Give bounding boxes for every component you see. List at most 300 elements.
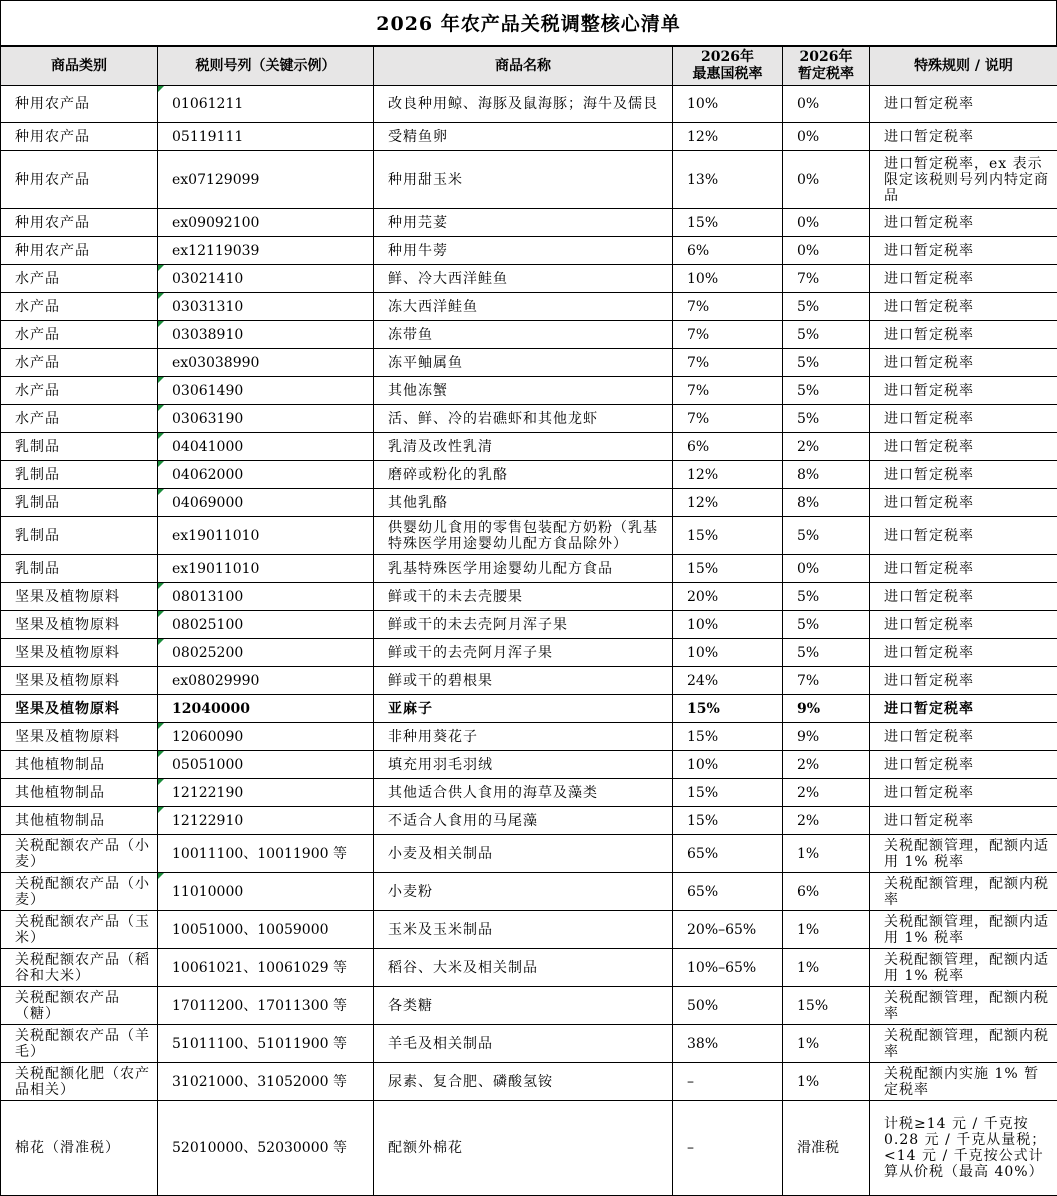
cell-category[interactable]	[1, 835, 158, 873]
cell-category-text: 种用农产品	[15, 128, 90, 145]
cell-rule[interactable]	[870, 377, 1057, 405]
cell-code[interactable]	[158, 987, 374, 1025]
cell-rule[interactable]	[870, 611, 1057, 639]
cell-rule-text: 关税配额管理，配额内适用 1% 税率	[884, 951, 1049, 984]
table-row[interactable]	[1, 873, 1057, 911]
table-row[interactable]	[1, 517, 1057, 555]
cell-name-text: 稻谷、大米及相关制品	[388, 959, 538, 976]
cell-category[interactable]	[1, 807, 158, 835]
table-row[interactable]	[1, 639, 1057, 667]
cell-rule[interactable]	[870, 461, 1057, 489]
cell-name[interactable]	[374, 405, 673, 433]
cell-provisional-rate[interactable]	[783, 151, 870, 209]
cell-rule[interactable]	[870, 405, 1057, 433]
cell-mfn-rate[interactable]	[673, 873, 783, 911]
cell-provisional-rate[interactable]	[783, 987, 870, 1025]
cell-rule[interactable]	[870, 723, 1057, 751]
cell-provisional-rate[interactable]	[783, 405, 870, 433]
cell-code[interactable]	[158, 517, 374, 555]
cell-rule[interactable]	[870, 751, 1057, 779]
cell-code-text: ex12119039	[172, 242, 260, 259]
cell-category-text: 关税配额化肥（农产品相关）	[15, 1065, 150, 1098]
cell-name-text: 种用芫荽	[388, 214, 448, 231]
cell-rule[interactable]	[870, 209, 1057, 237]
table-row[interactable]	[1, 807, 1057, 835]
cell-rule-text: 进口暂定税率	[884, 616, 974, 633]
cell-category[interactable]	[1, 489, 158, 517]
header-code: 税则号列（关键示例）	[158, 47, 374, 86]
cell-category[interactable]	[1, 583, 158, 611]
table-row[interactable]	[1, 209, 1057, 237]
cell-provisional-rate[interactable]	[783, 1025, 870, 1063]
cell-mfn-rate[interactable]	[673, 151, 783, 209]
cell-name[interactable]	[374, 349, 673, 377]
cell-category-text: 关税配额农产品（羊毛）	[15, 1027, 150, 1060]
cell-provisional-rate[interactable]	[783, 461, 870, 489]
cell-code[interactable]	[158, 377, 374, 405]
cell-code[interactable]	[158, 86, 374, 123]
cell-name[interactable]	[374, 751, 673, 779]
cell-code[interactable]	[158, 583, 374, 611]
table-row[interactable]	[1, 237, 1057, 265]
cell-name-text: 种用甜玉米	[388, 171, 463, 188]
cell-provisional-rate[interactable]	[783, 123, 870, 151]
cell-mfn-rate[interactable]	[673, 779, 783, 807]
cell-category[interactable]	[1, 265, 158, 293]
cell-code[interactable]	[158, 349, 374, 377]
cell-name[interactable]	[374, 987, 673, 1025]
cell-rule-text: 计税≥14 元 / 千克按 0.28 元 / 千克从量税；<14 元 / 千克按公式计算从价税（最高 40%）	[884, 1116, 1047, 1180]
cell-provisional-rate[interactable]	[783, 1063, 870, 1101]
table-row[interactable]	[1, 555, 1057, 583]
cell-name[interactable]	[374, 461, 673, 489]
cell-category[interactable]	[1, 987, 158, 1025]
cell-provisional-rate[interactable]	[783, 723, 870, 751]
cell-mfn-rate[interactable]	[673, 667, 783, 695]
table-row[interactable]	[1, 779, 1057, 807]
cell-code[interactable]	[158, 723, 374, 751]
cell-name[interactable]	[374, 1063, 673, 1101]
cell-name[interactable]	[374, 779, 673, 807]
cell-code[interactable]	[158, 433, 374, 461]
cell-name[interactable]	[374, 1025, 673, 1063]
cell-name[interactable]	[374, 293, 673, 321]
cell-mfn-rate[interactable]	[673, 807, 783, 835]
cell-name-text: 鲜、冷大西洋鲑鱼	[388, 270, 508, 287]
cell-code[interactable]	[158, 667, 374, 695]
cell-code[interactable]	[158, 237, 374, 265]
cell-category[interactable]	[1, 349, 158, 377]
cell-category[interactable]	[1, 151, 158, 209]
cell-rule[interactable]	[870, 949, 1057, 987]
cell-category[interactable]	[1, 751, 158, 779]
cell-category[interactable]	[1, 1025, 158, 1063]
cell-category[interactable]	[1, 517, 158, 555]
cell-category[interactable]	[1, 123, 158, 151]
cell-mfn-rate[interactable]	[673, 461, 783, 489]
table-row[interactable]	[1, 695, 1057, 723]
cell-name[interactable]	[374, 433, 673, 461]
cell-name[interactable]	[374, 911, 673, 949]
cell-provisional-rate[interactable]	[783, 489, 870, 517]
cell-provisional-rate-text: 2%	[797, 784, 820, 801]
cell-provisional-rate-text: 0%	[797, 96, 820, 112]
cell-mfn-rate[interactable]	[673, 237, 783, 265]
table-row[interactable]	[1, 723, 1057, 751]
cell-mfn-rate[interactable]	[673, 723, 783, 751]
cell-name[interactable]	[374, 151, 673, 209]
cell-name-text: 亚麻子	[388, 700, 433, 717]
table-row[interactable]	[1, 405, 1057, 433]
cell-rule[interactable]	[870, 807, 1057, 835]
cell-name[interactable]	[374, 265, 673, 293]
table-row[interactable]	[1, 583, 1057, 611]
cell-mfn-rate[interactable]	[673, 835, 783, 873]
cell-rule[interactable]	[870, 987, 1057, 1025]
cell-mfn-rate[interactable]	[673, 1025, 783, 1063]
cell-rule-text: 进口暂定税率	[884, 128, 974, 145]
cell-category[interactable]	[1, 1101, 158, 1196]
cell-mfn-rate[interactable]	[673, 639, 783, 667]
cell-provisional-rate[interactable]	[783, 1101, 870, 1196]
cell-rule-text: 进口暂定税率	[884, 298, 974, 315]
table-row[interactable]	[1, 911, 1057, 949]
cell-category[interactable]	[1, 86, 158, 123]
cell-code[interactable]	[158, 1101, 374, 1196]
cell-provisional-rate[interactable]	[783, 265, 870, 293]
cell-category[interactable]	[1, 209, 158, 237]
cell-category-text: 关税配额农产品（玉米）	[15, 913, 150, 946]
cell-provisional-rate[interactable]	[783, 321, 870, 349]
cell-rule[interactable]	[870, 695, 1057, 723]
cell-provisional-rate-text: 8%	[797, 494, 820, 511]
cell-category[interactable]	[1, 293, 158, 321]
cell-provisional-rate[interactable]	[783, 86, 870, 123]
cell-rule-text: 进口暂定税率	[884, 438, 974, 455]
cell-name[interactable]	[374, 209, 673, 237]
cell-rule[interactable]	[870, 123, 1057, 151]
cell-provisional-rate[interactable]	[783, 209, 870, 237]
table-row[interactable]	[1, 377, 1057, 405]
table-row[interactable]	[1, 293, 1057, 321]
cell-code[interactable]	[158, 489, 374, 517]
cell-category-text: 关税配额农产品（稻谷和大米）	[15, 951, 150, 984]
table-row[interactable]	[1, 987, 1057, 1025]
cell-rule-text: 进口暂定税率，ex 表示限定该税则号列内特定商品	[884, 155, 1049, 204]
cell-provisional-rate[interactable]	[783, 807, 870, 835]
cell-name-text: 小麦粉	[388, 883, 433, 900]
cell-rule[interactable]	[870, 873, 1057, 911]
cell-code-text: 12122910	[172, 812, 244, 829]
cell-code[interactable]	[158, 123, 374, 151]
cell-name[interactable]	[374, 873, 673, 911]
cell-category-text: 种用农产品	[15, 214, 90, 231]
cell-category[interactable]	[1, 321, 158, 349]
table-row[interactable]	[1, 349, 1057, 377]
cell-comment-marker-icon	[158, 873, 164, 879]
cell-mfn-rate[interactable]	[673, 611, 783, 639]
cell-provisional-rate-text: 2%	[797, 438, 820, 455]
cell-category[interactable]	[1, 667, 158, 695]
cell-mfn-rate[interactable]	[673, 911, 783, 949]
cell-code-text: ex19011010	[172, 527, 260, 544]
table-row[interactable]	[1, 151, 1057, 209]
cell-mfn-rate[interactable]	[673, 293, 783, 321]
cell-rule[interactable]	[870, 151, 1057, 209]
cell-mfn-rate[interactable]	[673, 321, 783, 349]
cell-category[interactable]	[1, 461, 158, 489]
cell-name[interactable]	[374, 611, 673, 639]
table-row[interactable]	[1, 751, 1057, 779]
cell-mfn-rate[interactable]	[673, 695, 783, 723]
cell-code[interactable]	[158, 949, 374, 987]
cell-code[interactable]	[158, 321, 374, 349]
cell-category-text: 乳制品	[15, 438, 60, 455]
cell-mfn-rate[interactable]	[673, 949, 783, 987]
cell-provisional-rate[interactable]	[783, 911, 870, 949]
cell-provisional-rate-text: 9%	[797, 700, 821, 717]
cell-category-text: 关税配额农产品（小麦）	[15, 875, 150, 908]
cell-mfn-rate-text: 7%	[687, 410, 710, 427]
cell-rule[interactable]	[870, 639, 1057, 667]
cell-code[interactable]	[158, 751, 374, 779]
cell-name[interactable]	[374, 237, 673, 265]
cell-rule[interactable]	[870, 293, 1057, 321]
cell-code[interactable]	[158, 1063, 374, 1101]
cell-mfn-rate[interactable]	[673, 987, 783, 1025]
cell-rule[interactable]	[870, 555, 1057, 583]
cell-code[interactable]	[158, 807, 374, 835]
cell-mfn-rate-text: 7%	[687, 298, 710, 315]
cell-rule-text: 进口暂定税率	[884, 96, 974, 112]
cell-name[interactable]	[374, 377, 673, 405]
cell-name[interactable]	[374, 489, 673, 517]
cell-category-text: 种用农产品	[15, 171, 90, 188]
table-row[interactable]	[1, 123, 1057, 151]
table-row[interactable]	[1, 949, 1057, 987]
table-row[interactable]	[1, 321, 1057, 349]
cell-mfn-rate[interactable]	[673, 265, 783, 293]
cell-mfn-rate[interactable]	[673, 1101, 783, 1196]
cell-mfn-rate[interactable]	[673, 433, 783, 461]
cell-name[interactable]	[374, 667, 673, 695]
cell-mfn-rate[interactable]	[673, 405, 783, 433]
cell-rule[interactable]	[870, 517, 1057, 555]
cell-rule[interactable]	[870, 1063, 1057, 1101]
cell-rule[interactable]	[870, 779, 1057, 807]
cell-code[interactable]	[158, 873, 374, 911]
cell-rule[interactable]	[870, 835, 1057, 873]
cell-provisional-rate[interactable]	[783, 517, 870, 555]
cell-comment-marker-icon	[158, 321, 164, 327]
cell-category[interactable]	[1, 779, 158, 807]
cell-code[interactable]	[158, 461, 374, 489]
cell-name[interactable]	[374, 1101, 673, 1196]
cell-provisional-rate[interactable]	[783, 949, 870, 987]
cell-code[interactable]	[158, 639, 374, 667]
cell-mfn-rate-text: 15%	[687, 214, 719, 231]
cell-provisional-rate[interactable]	[783, 835, 870, 873]
cell-rule[interactable]	[870, 86, 1057, 123]
cell-mfn-rate[interactable]	[673, 751, 783, 779]
cell-provisional-rate-text: 1%	[797, 1073, 820, 1090]
cell-code[interactable]	[158, 611, 374, 639]
cell-provisional-rate[interactable]	[783, 667, 870, 695]
cell-rule-text: 进口暂定税率	[884, 494, 974, 511]
cell-category[interactable]	[1, 237, 158, 265]
table-row[interactable]	[1, 433, 1057, 461]
cell-code-text: 03038910	[172, 326, 244, 343]
cell-mfn-rate[interactable]	[673, 555, 783, 583]
cell-category[interactable]	[1, 611, 158, 639]
cell-provisional-rate[interactable]	[783, 555, 870, 583]
table-row[interactable]	[1, 86, 1057, 123]
cell-code[interactable]	[158, 555, 374, 583]
cell-name-text: 其他冻蟹	[388, 382, 448, 399]
cell-category[interactable]	[1, 639, 158, 667]
cell-code[interactable]	[158, 265, 374, 293]
cell-category[interactable]	[1, 377, 158, 405]
cell-provisional-rate[interactable]	[783, 377, 870, 405]
cell-code[interactable]	[158, 405, 374, 433]
cell-mfn-rate[interactable]	[673, 517, 783, 555]
cell-name[interactable]	[374, 517, 673, 555]
cell-provisional-rate-text: 2%	[797, 812, 820, 829]
cell-name[interactable]	[374, 807, 673, 835]
table-row[interactable]	[1, 489, 1057, 517]
cell-category-text: 关税配额农产品（糖）	[15, 989, 120, 1022]
cell-rule[interactable]	[870, 433, 1057, 461]
cell-category[interactable]	[1, 949, 158, 987]
cell-mfn-rate-text: 6%	[687, 438, 710, 455]
cell-rule[interactable]	[870, 265, 1057, 293]
cell-code[interactable]	[158, 209, 374, 237]
cell-code[interactable]	[158, 835, 374, 873]
cell-provisional-rate[interactable]	[783, 779, 870, 807]
cell-mfn-rate[interactable]	[673, 209, 783, 237]
cell-mfn-rate[interactable]	[673, 349, 783, 377]
cell-provisional-rate-text: 5%	[797, 527, 820, 544]
cell-mfn-rate[interactable]	[673, 583, 783, 611]
cell-rule[interactable]	[870, 349, 1057, 377]
cell-code[interactable]	[158, 293, 374, 321]
cell-category-text: 坚果及植物原料	[15, 700, 120, 717]
cell-code-text: 01061211	[172, 96, 244, 112]
cell-code[interactable]	[158, 151, 374, 209]
cell-mfn-rate[interactable]	[673, 377, 783, 405]
cell-provisional-rate[interactable]	[783, 583, 870, 611]
cell-mfn-rate[interactable]	[673, 489, 783, 517]
cell-category[interactable]	[1, 405, 158, 433]
cell-rule-text: 关税配额管理，配额内适用 1% 税率	[884, 837, 1049, 870]
cell-name[interactable]	[374, 723, 673, 751]
cell-name-text: 鲜或干的去壳阿月浑子果	[388, 644, 553, 661]
table-row[interactable]	[1, 265, 1057, 293]
cell-name[interactable]	[374, 86, 673, 123]
cell-mfn-rate-text: 10%–65%	[687, 959, 757, 976]
cell-provisional-rate[interactable]	[783, 433, 870, 461]
cell-category[interactable]	[1, 555, 158, 583]
cell-name[interactable]	[374, 639, 673, 667]
cell-code[interactable]	[158, 1025, 374, 1063]
cell-provisional-rate[interactable]	[783, 293, 870, 321]
cell-provisional-rate[interactable]	[783, 873, 870, 911]
cell-rule[interactable]	[870, 321, 1057, 349]
cell-provisional-rate[interactable]	[783, 237, 870, 265]
cell-provisional-rate[interactable]	[783, 695, 870, 723]
cell-code-text: 12060090	[172, 728, 244, 745]
cell-provisional-rate[interactable]	[783, 349, 870, 377]
cell-rule-text: 进口暂定税率	[884, 382, 974, 399]
cell-category-text: 其他植物制品	[15, 812, 105, 829]
cell-rule[interactable]	[870, 911, 1057, 949]
cell-code-text: 04041000	[172, 438, 244, 455]
cell-code[interactable]	[158, 695, 374, 723]
cell-code[interactable]	[158, 911, 374, 949]
cell-provisional-rate[interactable]	[783, 611, 870, 639]
cell-category[interactable]	[1, 873, 158, 911]
cell-name[interactable]	[374, 555, 673, 583]
table-row[interactable]	[1, 667, 1057, 695]
cell-rule[interactable]	[870, 1101, 1057, 1196]
cell-code-text: ex09092100	[172, 214, 260, 231]
table-row[interactable]	[1, 461, 1057, 489]
cell-rule-text: 关税配额管理，配额内税率	[884, 1027, 1049, 1060]
cell-comment-marker-icon	[158, 265, 164, 271]
cell-mfn-rate[interactable]	[673, 1063, 783, 1101]
cell-code[interactable]	[158, 779, 374, 807]
cell-name[interactable]	[374, 321, 673, 349]
table-row[interactable]	[1, 611, 1057, 639]
table-row[interactable]	[1, 1063, 1057, 1101]
cell-rule[interactable]	[870, 667, 1057, 695]
cell-provisional-rate-text: 5%	[797, 644, 820, 661]
cell-category[interactable]	[1, 723, 158, 751]
cell-rule[interactable]	[870, 583, 1057, 611]
cell-category[interactable]	[1, 695, 158, 723]
cell-name[interactable]	[374, 123, 673, 151]
cell-name[interactable]	[374, 583, 673, 611]
table-row[interactable]	[1, 835, 1057, 873]
cell-provisional-rate-text: 9%	[797, 728, 820, 745]
cell-mfn-rate[interactable]	[673, 86, 783, 123]
table-row[interactable]	[1, 1101, 1057, 1196]
cell-comment-marker-icon	[158, 807, 164, 813]
cell-name-text: 其他乳酪	[388, 494, 448, 511]
cell-category[interactable]	[1, 433, 158, 461]
cell-provisional-rate[interactable]	[783, 751, 870, 779]
cell-name[interactable]	[374, 949, 673, 987]
cell-provisional-rate-text: 15%	[797, 997, 829, 1014]
cell-category[interactable]	[1, 1063, 158, 1101]
cell-rule[interactable]	[870, 1025, 1057, 1063]
cell-provisional-rate[interactable]	[783, 639, 870, 667]
cell-rule[interactable]	[870, 237, 1057, 265]
header-name: 商品名称	[374, 47, 673, 86]
cell-name[interactable]	[374, 835, 673, 873]
table-row[interactable]	[1, 1025, 1057, 1063]
cell-rule[interactable]	[870, 489, 1057, 517]
cell-mfn-rate-text: 15%	[687, 784, 719, 801]
cell-comment-marker-icon	[158, 405, 164, 411]
cell-code-text: 11010000	[172, 883, 244, 900]
cell-mfn-rate[interactable]	[673, 123, 783, 151]
cell-name[interactable]	[374, 695, 673, 723]
cell-code-text: 03031310	[172, 298, 244, 315]
cell-category[interactable]	[1, 911, 158, 949]
cell-comment-marker-icon	[158, 86, 164, 92]
header-category: 商品类别	[1, 47, 158, 86]
